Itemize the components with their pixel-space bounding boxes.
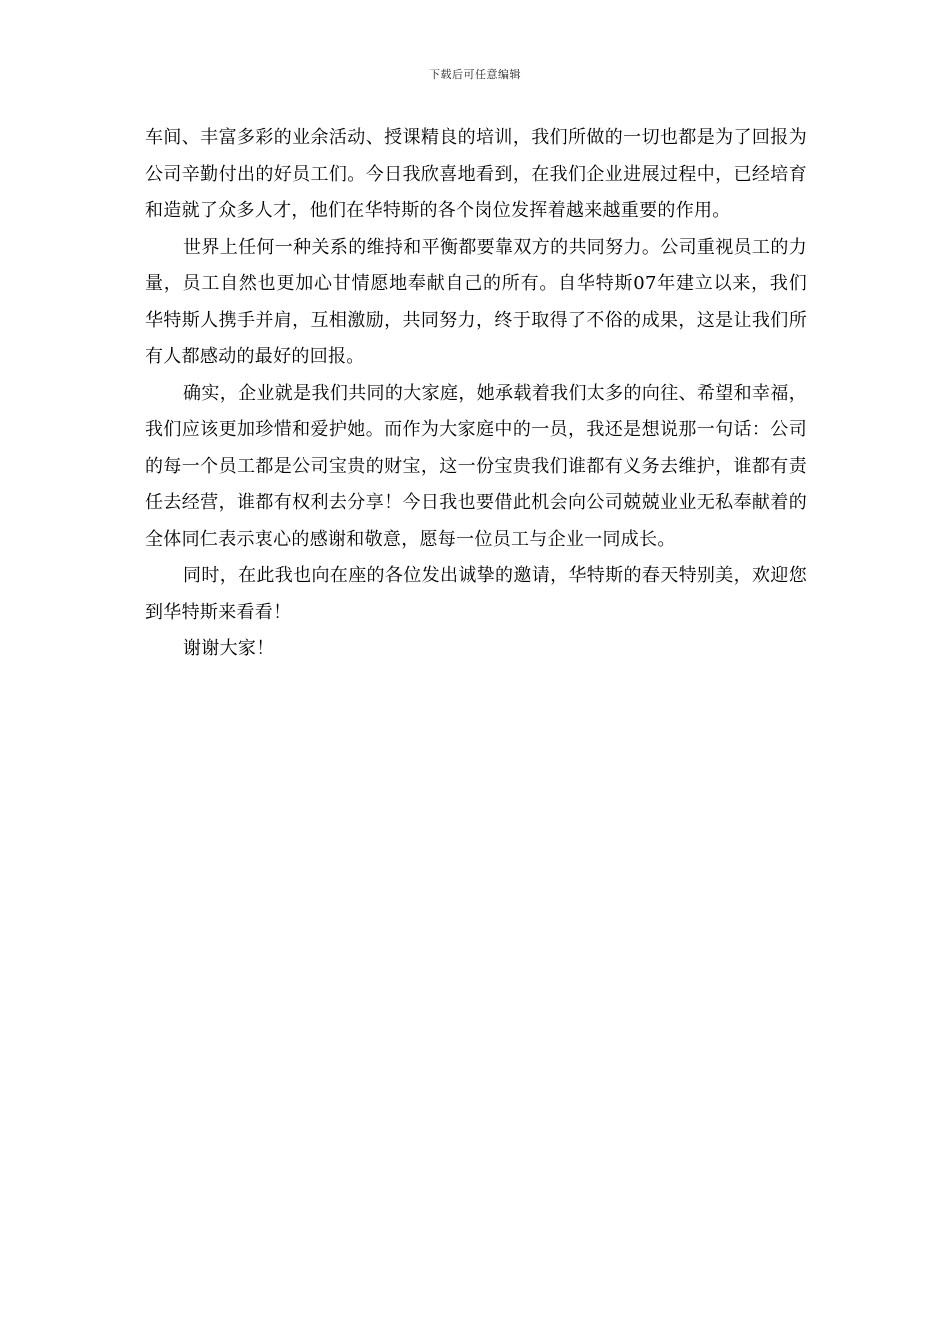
paragraph: 确实，企业就是我们共同的大家庭，她承载着我们太多的向往、希望和幸福，我们应该更加珍惜和爱护她。而作为大家庭中的一员，我还是想说那一句话：公司的每一个员工都是公司宝贵的财宝，这一份宝贵我们谁都有义务去维护，谁都有责任去经营，谁都有权利去分享！今日我也要借此机会向公司兢兢业业无私奉献着的全体同仁表示衷心的感谢和敬意，愿每一位员工与企业一同成长。 xyxy=(145,382,807,550)
paragraph: 世界上任何一种关系的维持和平衡都要靠双方的共同努力。公司重视员工的力量，员工自然也更加心甘情愿地奉献自己的所有。自华特斯07年建立以来，我们华特斯人携手并肩，互相激励，共同努力，终于取得了不俗的成果，这是让我们所有人都感动的最好的回报。 xyxy=(145,236,807,367)
page-header-note: 下载后可任意编辑 xyxy=(429,68,521,81)
document-body xyxy=(145,120,807,668)
closing-line: 谢谢大家！ xyxy=(183,638,275,659)
paragraph-continuation: 车间、丰富多彩的业余活动、授课精良的培训，我们所做的一切也都是为了回报为公司辛勤付出的好员工们。今日我欣喜地看到，在我们企业进展过程中，已经培育和造就了众多人才，他们在华特斯的各个岗位发挥着越来越重要的作用。 xyxy=(145,127,807,221)
paragraph: 同时，在此我也向在座的各位发出诚挚的邀请，华特斯的春天特别美，欢迎您到华特斯来看看！ xyxy=(145,565,807,623)
